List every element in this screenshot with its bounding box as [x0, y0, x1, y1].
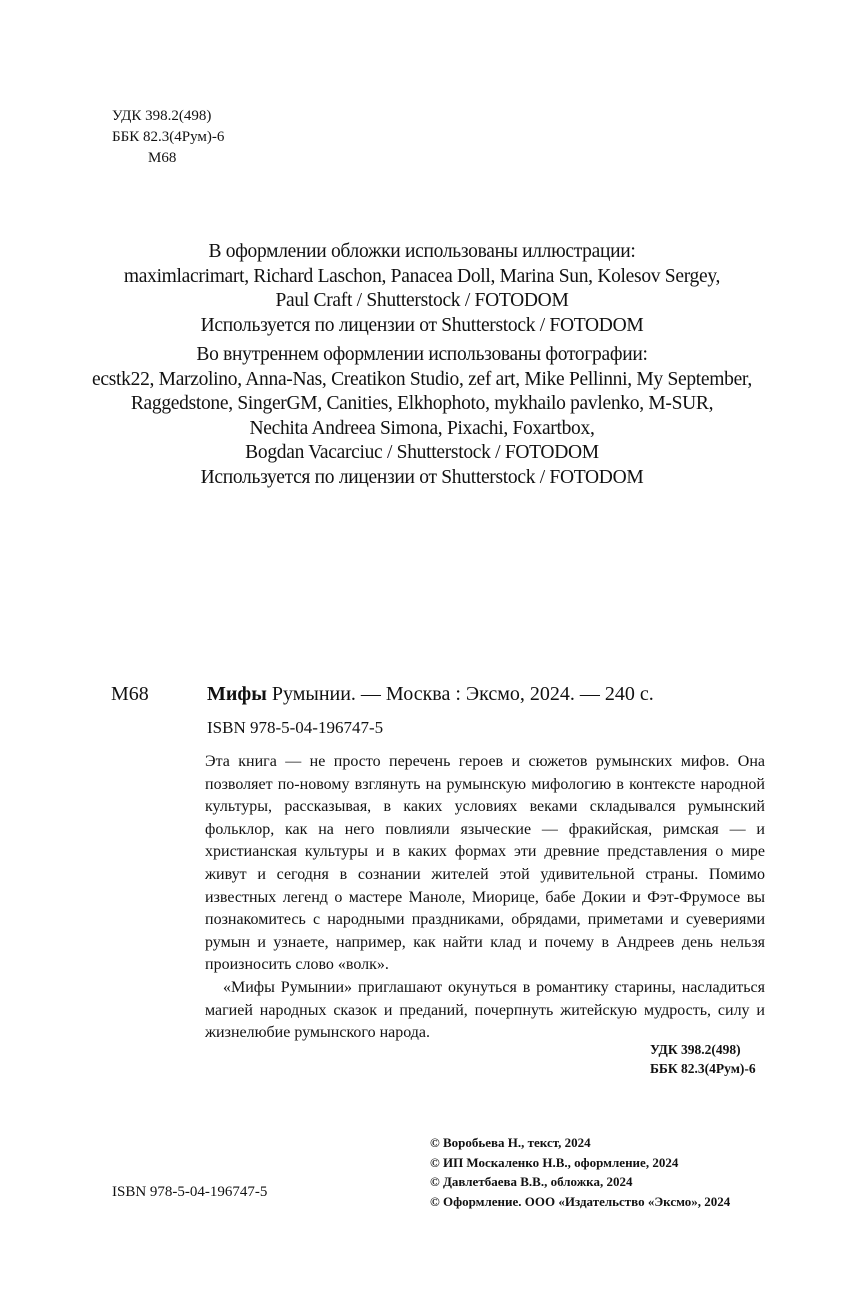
classification-block: [112, 106, 224, 169]
copyright-block: [430, 1133, 730, 1211]
interior-credits-line: Nechita Andreea Simona, Pixachi, Foxartbox,: [249, 417, 595, 439]
author-sign-large: М68: [111, 683, 149, 705]
interior-credits-line: Используется по лицензии от Shutterstock / FOTODOM: [200, 466, 644, 488]
udk-code: УДК 398.2(498): [650, 1042, 741, 1057]
bbk-code: ББК 82.3(4Рум)-6: [112, 129, 225, 145]
copyright-line: © ИП Москаленко Н.В., оформление, 2024: [430, 1154, 679, 1170]
imprint: Румынии. — Москва : Эксмо, 2024. — 240 с.: [266, 683, 654, 705]
isbn-line: ISBN 978-5-04-196747-5: [207, 718, 384, 737]
annotation-paragraph: «Мифы Румынии» приглашают окунуться в романтику старины, насладиться магией народных сказок и преданий, почерпнуть житейскую мудрость, силу и жизнелюбие румынского народа.: [205, 978, 765, 1042]
cover-credits-line: В оформлении обложки использованы иллюстрации:: [208, 241, 636, 262]
isbn-bottom: ISBN 978-5-04-196747-5: [112, 1184, 268, 1200]
cover-credits: [90, 240, 754, 338]
bibliographic-record: [207, 683, 654, 706]
cover-credits-line: Используется по лицензии от Shutterstock / FOTODOM: [200, 314, 644, 336]
copyright-line: © Давлетбаева В.В., обложка, 2024: [430, 1174, 633, 1189]
copyright-line: © Воробьева Н., текст, 2024: [430, 1135, 591, 1150]
cover-credits-line: Paul Craft / Shutterstock / FOTODOM: [275, 290, 569, 311]
annotation-paragraph: Эта книга — не просто перечень героев и сюжетов румынских мифов. Она позволяет по-новому взглянуть на румынскую мифологию в контексте народной культуры, рассказывая, в каких условиях веками складывался румынский фольклор, как на него повлияли языческие — фракийская, римская — и христианская культуры и в каких формах эти древние представления о мире живут и сегодня в сознании жителей этой удивительной страны. Помимо известных легенд о мастере Маноле, Миорице, бабе Докии и Фэт-Фрумосе вы познакомитесь с народными праздниками, обрядами, приметами и суевериями румын и узнаете, например, как найти клад и почему в Андреев день нельзя произносить слово «волк».: [205, 753, 765, 974]
interior-credits-line: Во внутреннем оформлении использованы фотографии:: [196, 344, 648, 365]
interior-credits-line: Raggedstone, SingerGM, Canities, Elkhophoto, mykhailo pavlenko, M-SUR,: [130, 393, 714, 414]
author-sign: М68: [148, 150, 177, 166]
book-title: Мифы: [207, 683, 267, 705]
cover-credits-line: maximlacrimart, Richard Laschon, Panacea Doll, Marina Sun, Kolesov Sergey,: [123, 265, 721, 287]
interior-credits-line: Bogdan Vacarciuc / Shutterstock / FOTODOM: [245, 442, 599, 463]
bbk-code: ББК 82.3(4Рум)-6: [650, 1061, 756, 1076]
udk-code: УДК 398.2(498): [112, 108, 212, 124]
copyright-line: © Оформление. ООО «Издательство «Эксмо», 2024: [430, 1193, 731, 1209]
interior-credits: [90, 343, 754, 490]
interior-credits-line: ecstk22, Marzolino, Anna-Nas, Creatikon Studio, zef art, Mike Pellinni, My September,: [92, 368, 752, 390]
classification-block-bottom: [650, 1040, 756, 1078]
annotation: [205, 751, 765, 1045]
